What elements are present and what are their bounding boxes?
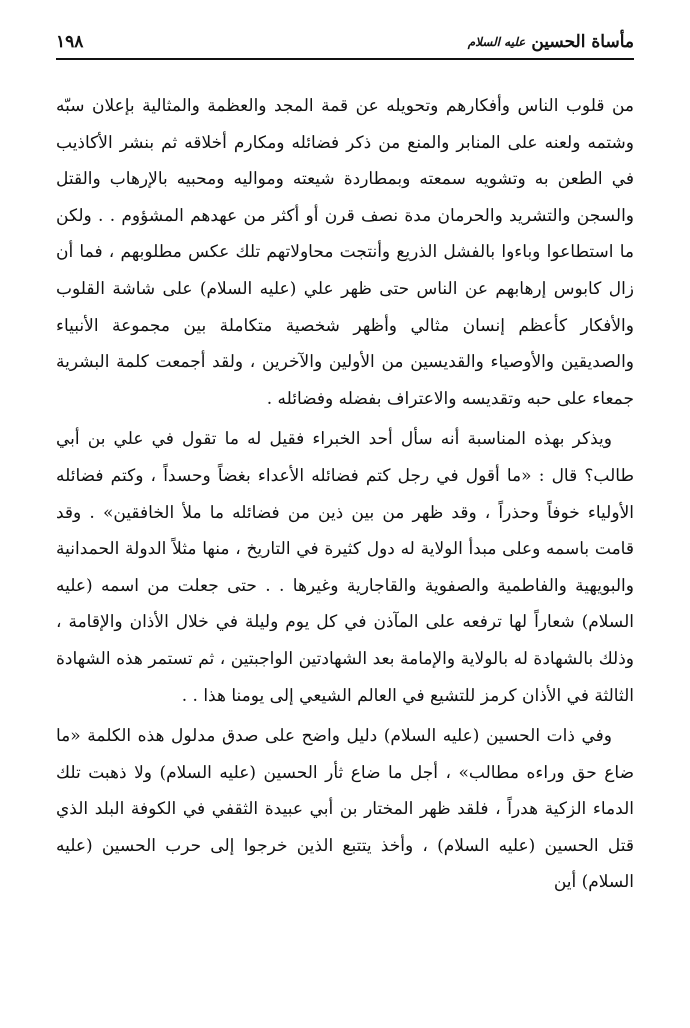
paragraph-2: ويذكر بهذه المناسبة أنه سأل أحد الخبراء فقيل له ما تقول في علي بن أبي طالب؟ قال : «ما أقول في رجل كتم فضائله الأعداء بغضاً وحسداً ، وكتم فضائله الأولياء خوفاً وحذراً ، وقد ظهر من بين ذين من فضائله ما ملأ الخافقين» . وقد قامت باسمه وعلى مبدأ الولاية له دول كثيرة في التاريخ ، منها مثلاً الدولة الحمدانية والبويهية والفاطمية والصفوية والقاجارية وغيرها . . حتى جعلت من اسمه (عليه السلام) شعاراً لها ترفعه على المآذن في كل يوم وليلة في خلال الأذان والإقامة ، وذلك بالشهادة له بالولاية والإمامة بعد الشهادتين الواجبتين ، ثم تستمر هذه الشهادة الثالثة في الأذان كرمز للتشيع في العالم الشيعي إلى يومنا هذا . . <box>56 429 634 706</box>
body-text <box>56 88 634 901</box>
running-title-text: مأساة الحسين <box>531 32 634 52</box>
honorific-glyph: عليه السلام <box>467 35 526 49</box>
header-rule <box>56 58 634 60</box>
page-number: ١٩٨ <box>56 32 84 52</box>
page-header <box>56 28 634 58</box>
paragraph-1: من قلوب الناس وأفكارهم وتحويله عن قمة المجد والعظمة والمثالية بإعلان سبّه وشتمه ولعنه على المنابر والمنع من ذكر فضائله ومكارم أخلاقه ثم بنشر الأكاذيب في الطعن به وتشويه سمعته وبمطاردة شيعته ومواليه ومحبيه بالإرهاب والقتل والسجن والتشريد والحرمان مدة نصف قرن أو أكثر من عهدهم المشؤوم . . ولكن ما استطاعوا وباءوا بالفشل الذريع وأنتجت محاولاتهم تلك عكس مطلوبهم ، فما أن زال كابوس إرهابهم عن الناس حتى ظهر علي (عليه السلام) على شاشة القلوب والأفكار كأعظم إنسان مثالي وأظهر شخصية متكاملة بين مجموعة الأنبياء والصديقين والأوصياء والقديسين من الأولين والآخرين ، ولقد أجمعت كلمة البشرية جمعاء على حبه وتقديسه والاعتراف بفضله وفضائله . <box>56 96 634 409</box>
running-title <box>468 32 634 52</box>
paragraph-3: وفي ذات الحسين (عليه السلام) دليل واضح على صدق مدلول هذه الكلمة «ما ضاع حق وراءه مطالب» ، أجل ما ضاع ثأر الحسين (عليه السلام) ولا ذهبت تلك الدماء الزكية هدراً ، فلقد ظهر المختار بن أبي عبيدة الثقفي في الكوفة البلد الذي قتل الحسين (عليه السلام) ، وأخذ يتتبع الذين خرجوا إلى حرب الحسين (عليه السلام) أين <box>56 726 634 893</box>
